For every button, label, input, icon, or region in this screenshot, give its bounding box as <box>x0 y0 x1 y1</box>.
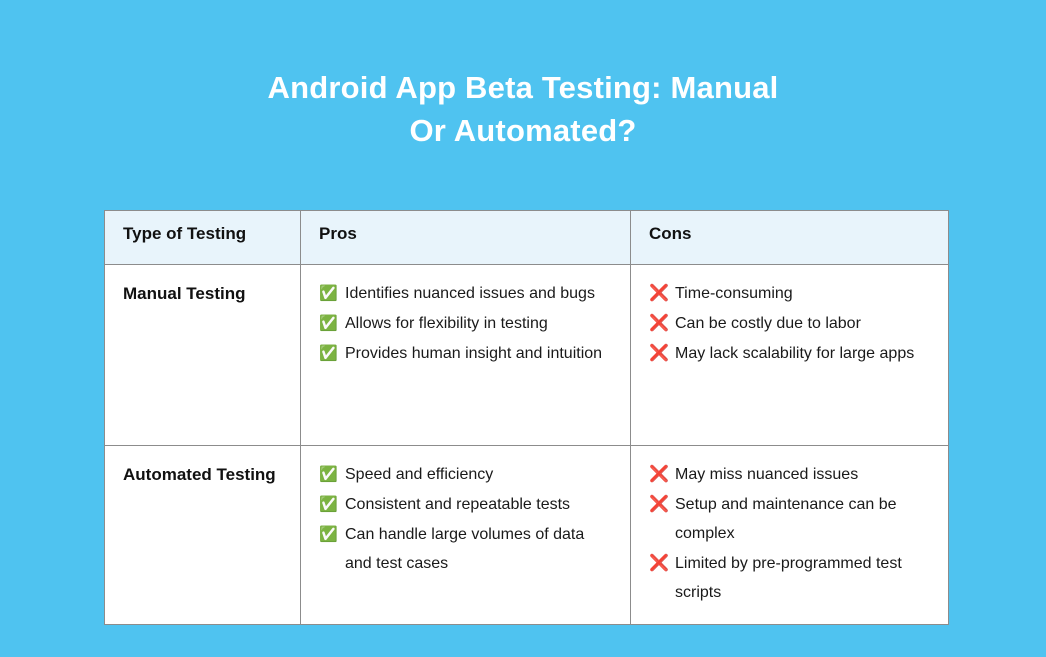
comparison-table-container <box>104 210 948 625</box>
list-item <box>649 490 930 548</box>
manual-cons-cell <box>631 265 949 446</box>
list-item-text: May lack scalability for large apps <box>675 345 915 362</box>
check-icon: ✅ <box>319 526 338 543</box>
list-item <box>319 339 612 368</box>
cross-icon: ❌ <box>649 466 669 483</box>
row-label-manual: Manual Testing <box>105 265 301 446</box>
check-icon: ✅ <box>319 496 338 513</box>
list-item <box>649 339 930 368</box>
list-item-text: Can handle large volumes of data and test cases <box>345 526 585 572</box>
automated-pros-list <box>319 460 612 578</box>
row-label-automated: Automated Testing <box>105 446 301 625</box>
list-item-text: Setup and maintenance can be complex <box>675 496 897 542</box>
list-item-text: Time-consuming <box>675 285 793 302</box>
list-item-text: Allows for flexibility in testing <box>345 315 548 332</box>
automated-pros-cell <box>301 446 631 625</box>
cross-icon: ❌ <box>649 345 669 362</box>
check-icon: ✅ <box>319 345 338 362</box>
list-item-text: Can be costly due to labor <box>675 315 861 332</box>
check-icon: ✅ <box>319 315 338 332</box>
check-icon: ✅ <box>319 466 338 483</box>
manual-cons-list <box>649 279 930 368</box>
column-header-pros: Pros <box>301 211 631 265</box>
automated-cons-cell <box>631 446 949 625</box>
list-item <box>649 279 930 308</box>
list-item <box>319 460 612 489</box>
list-item-text: Limited by pre-programmed test scripts <box>675 555 902 601</box>
column-header-cons: Cons <box>631 211 949 265</box>
list-item <box>649 460 930 489</box>
list-item <box>649 309 930 338</box>
table-body <box>105 265 949 625</box>
column-header-type: Type of Testing <box>105 211 301 265</box>
list-item <box>649 549 930 607</box>
cross-icon: ❌ <box>649 496 669 513</box>
table-row <box>105 265 949 446</box>
table-row <box>105 446 949 625</box>
list-item <box>319 279 612 308</box>
check-icon: ✅ <box>319 285 338 302</box>
manual-pros-cell <box>301 265 631 446</box>
list-item-text: Consistent and repeatable tests <box>345 496 571 513</box>
cross-icon: ❌ <box>649 315 669 332</box>
cross-icon: ❌ <box>649 555 669 572</box>
comparison-table <box>104 210 949 625</box>
page-title: Android App Beta Testing: Manual Or Automated? <box>267 70 779 148</box>
list-item-text: Provides human insight and intuition <box>345 345 603 362</box>
table-header <box>105 211 949 265</box>
cross-icon: ❌ <box>649 285 669 302</box>
manual-pros-list <box>319 279 612 368</box>
list-item <box>319 520 612 578</box>
table-header-row <box>105 211 949 265</box>
list-item-text: Identifies nuanced issues and bugs <box>345 285 595 302</box>
automated-cons-list <box>649 460 930 607</box>
list-item <box>319 309 612 338</box>
list-item <box>319 490 612 519</box>
list-item-text: May miss nuanced issues <box>675 466 859 483</box>
list-item-text: Speed and efficiency <box>345 466 494 483</box>
